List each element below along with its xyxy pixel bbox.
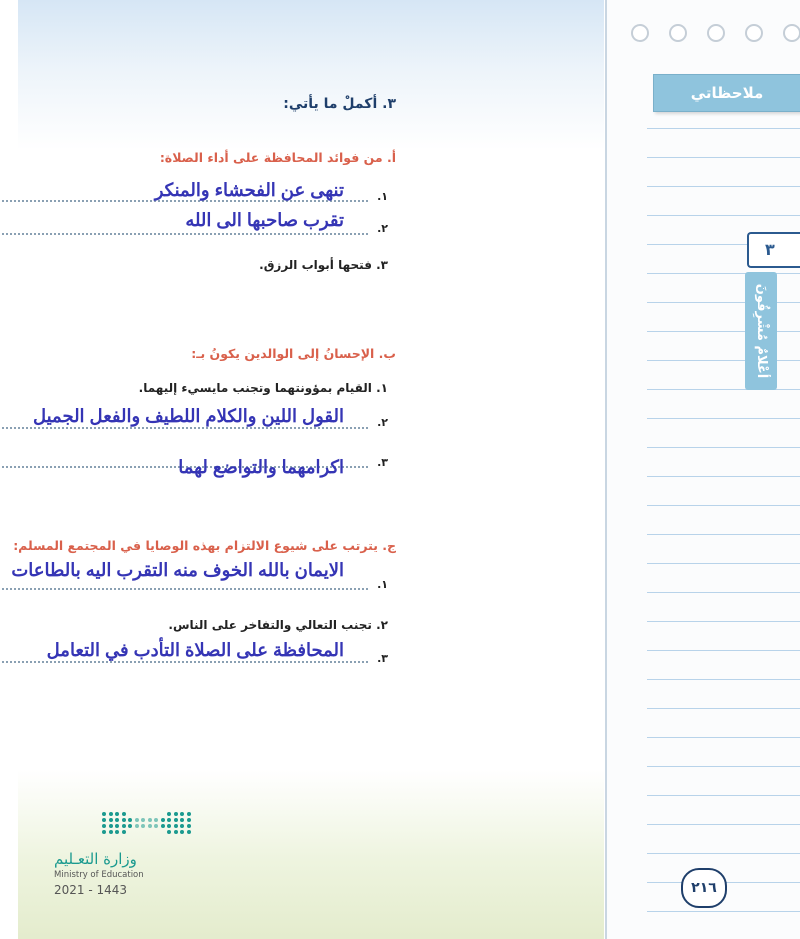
notes-rule-line (647, 737, 800, 738)
notes-rule-line (647, 447, 800, 448)
notes-rule-line (647, 302, 800, 303)
notes-rule-line (647, 650, 800, 651)
logo-dot (154, 824, 158, 828)
section-a-item-2-answer[interactable]: تقرب صاحبها الى الله (185, 210, 344, 230)
logo-dot (187, 824, 191, 828)
notes-rule-line (647, 621, 800, 622)
logo-dot (135, 824, 139, 828)
logo-dot (109, 830, 113, 834)
notes-rule-line (647, 563, 800, 564)
page-number: ٢١٦ (681, 868, 727, 908)
ministry-name-english: Ministry of Education (54, 870, 144, 880)
section-c-item-3-answer[interactable]: المحافظة على الصلاة التأدب في التعامل (46, 640, 344, 660)
notes-rule-line (647, 853, 800, 854)
notes-rule-line (647, 389, 800, 390)
unit-title: أعْلامٌ مُشْرِقُونَ (754, 283, 769, 379)
logo-dot (174, 824, 178, 828)
logo-dot (167, 824, 171, 828)
notes-rule-line (647, 824, 800, 825)
section-a-title: أ. من فوائد المحافظة على أداء الصلاة: (159, 150, 396, 165)
logo-dot (161, 818, 165, 822)
binder-hole (631, 24, 649, 42)
section-b-item-3-answer[interactable]: اكرامهما والتواضع لهما (178, 457, 344, 477)
section-a-item-2-number: ٢. (377, 222, 388, 235)
notes-rule-line (647, 534, 800, 535)
section-c-item-2: ٢. تجنب التعالي والتفاخر على الناس. (168, 618, 388, 632)
notes-rule-line (647, 360, 800, 361)
logo-dot (135, 818, 139, 822)
binder-hole (669, 24, 687, 42)
logo-dot (167, 812, 171, 816)
answer-line (0, 233, 368, 235)
section-b-item-2-answer[interactable]: القول اللين والكلام اللطيف والفعل الجميل (32, 406, 344, 426)
ministry-logo (54, 812, 194, 902)
section-c-title: ج. يترتب على شيوع الالتزام بهذه الوصايا في المجتمع المسلم: (13, 538, 396, 553)
notes-rule-line (647, 592, 800, 593)
section-c-item-1-number: ١. (377, 578, 388, 591)
logo-dot (102, 824, 106, 828)
notes-rule-line (647, 505, 800, 506)
section-c-item-1-answer[interactable]: الايمان بالله الخوف منه التقرب اليه بالطاعات (11, 560, 344, 580)
logo-dot (102, 812, 106, 816)
notes-rule-line (647, 128, 800, 129)
notes-rule-line (647, 708, 800, 709)
notes-rule-line (647, 331, 800, 332)
logo-dot (115, 818, 119, 822)
answer-line (0, 588, 368, 590)
notes-rule-line (647, 911, 800, 912)
academic-year: 2021 - 1443 (54, 883, 128, 897)
logo-dot (128, 824, 132, 828)
logo-dot (187, 812, 191, 816)
section-b-item-2-number: ٢. (377, 416, 388, 429)
notes-rule-line (647, 215, 800, 216)
logo-dot (122, 824, 126, 828)
question-heading: ٣. أكملْ ما يأتي: (283, 96, 396, 112)
ministry-dots-icon (102, 812, 194, 838)
logo-dot (109, 824, 113, 828)
logo-dot (115, 824, 119, 828)
section-a-item-1-number: ١. (377, 190, 388, 203)
notes-tab: ملاحظاتي (653, 74, 800, 112)
binder-hole (707, 24, 725, 42)
notes-rule-line (647, 186, 800, 187)
logo-dot (128, 818, 132, 822)
answer-line (0, 427, 368, 429)
logo-dot (167, 818, 171, 822)
notes-rule-line (647, 766, 800, 767)
logo-dot (174, 818, 178, 822)
notes-rule-line (647, 273, 800, 274)
exercise-panel (11, 0, 604, 939)
logo-dot (102, 818, 106, 822)
logo-dot (187, 818, 191, 822)
logo-dot (180, 818, 184, 822)
logo-dot (122, 830, 126, 834)
logo-dot (167, 830, 171, 834)
logo-dot (141, 824, 145, 828)
logo-dot (122, 818, 126, 822)
logo-dot (102, 830, 106, 834)
logo-dot (180, 812, 184, 816)
logo-dot (180, 824, 184, 828)
notes-rule-line (647, 157, 800, 158)
logo-dot (148, 824, 152, 828)
notes-rule-line (647, 476, 800, 477)
logo-dot (161, 824, 165, 828)
section-c-item-3-number: ٣. (377, 652, 388, 665)
logo-dot (154, 818, 158, 822)
unit-title-strip (745, 272, 777, 390)
logo-dot (109, 818, 113, 822)
logo-dot (180, 830, 184, 834)
logo-dot (174, 830, 178, 834)
section-a-item-3: ٣. فتحها أبواب الرزق. (259, 258, 388, 272)
logo-dot (122, 812, 126, 816)
section-b-title: ب. الإحسانُ إلى الوالدين يكونُ بـ: (191, 346, 396, 361)
logo-dot (115, 830, 119, 834)
notes-sidebar (605, 0, 800, 939)
notes-rule-line (647, 418, 800, 419)
logo-dot (141, 818, 145, 822)
notes-rule-line (647, 679, 800, 680)
logo-dot (187, 830, 191, 834)
logo-dot (109, 812, 113, 816)
unit-number-badge: ٣ (747, 232, 800, 268)
section-b-item-1: ١. القيام بمؤونتهما وتجنب مايسيء إليهما. (138, 381, 388, 395)
ministry-name-arabic: وزارة التعـليم (54, 850, 137, 868)
binder-hole (783, 24, 800, 42)
logo-dot (115, 812, 119, 816)
notes-rule-line (647, 795, 800, 796)
answer-line (0, 661, 368, 663)
section-b-item-3-number: ٣. (377, 456, 388, 469)
logo-dot (174, 812, 178, 816)
section-a-item-1-answer[interactable]: تنهى عن الفحشاء والمنكر (154, 180, 344, 200)
logo-dot (148, 818, 152, 822)
binder-hole (745, 24, 763, 42)
